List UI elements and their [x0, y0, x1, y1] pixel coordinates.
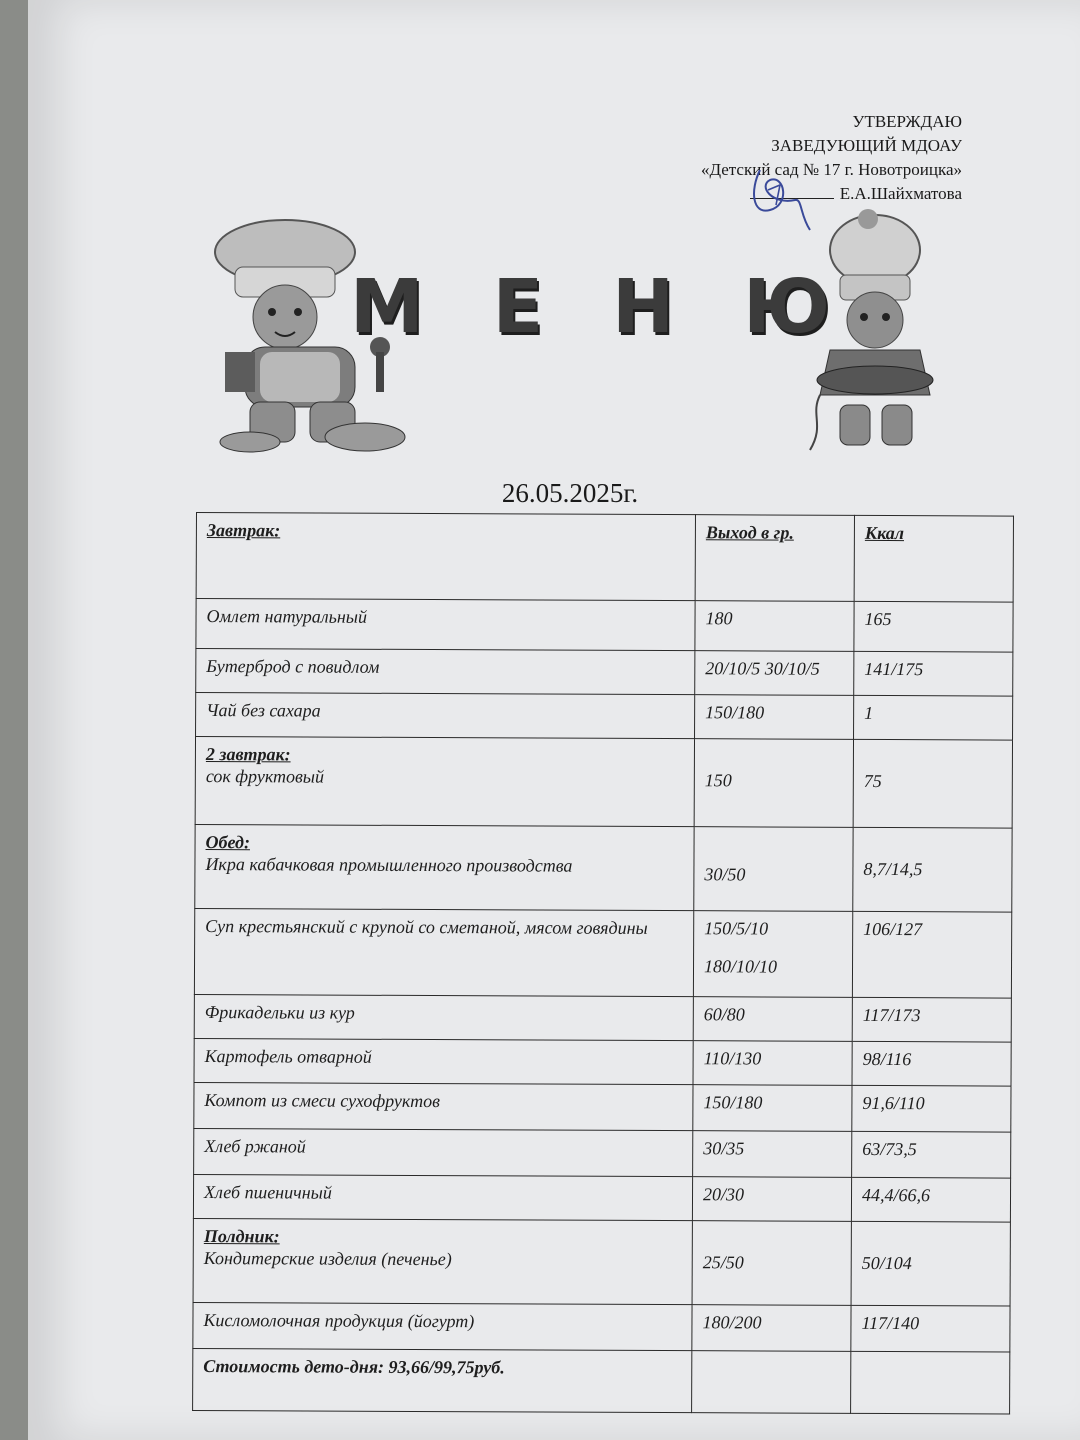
dish-weight: 150/180	[693, 1085, 852, 1132]
kcal-cell	[853, 827, 1012, 912]
dish-weight: 150/5/10	[704, 918, 769, 939]
approval-organization: «Детский сад № 17 г. Новотроицка»	[700, 160, 962, 179]
header-kcal	[854, 515, 1013, 602]
dish-name: Кондитерские изделия (печенье)	[203, 1248, 452, 1270]
dish-weight-alt: 180/10/10	[703, 956, 778, 977]
table-row	[194, 1128, 1011, 1178]
dish-weight: 25/50	[702, 1252, 744, 1273]
breakfast-heading: Завтрак:	[206, 520, 281, 541]
approval-position: ЗАВЕДУЮЩИЙ МДОАУ	[771, 136, 962, 155]
table-row	[196, 649, 1013, 697]
dish-weight: 20/10/5 30/10/5	[695, 651, 854, 696]
dish-name: Хлеб ржаной	[194, 1128, 693, 1176]
section-cell	[195, 824, 694, 910]
title-letter: Ю	[743, 264, 830, 350]
menu-table	[192, 512, 1014, 1415]
dish-weight: 180	[695, 601, 854, 652]
kcal-cell	[853, 739, 1012, 828]
dish-kcal: 117/140	[851, 1305, 1010, 1352]
menu-title	[350, 262, 830, 352]
dish-kcal: 8,7/14,5	[863, 858, 923, 880]
dish-kcal: 165	[854, 601, 1013, 652]
dish-kcal: 98/116	[852, 1041, 1011, 1086]
approval-signer: Е.А.Шайхматова	[839, 184, 962, 203]
dish-name: Икра кабачковая промышленного производства	[205, 854, 573, 876]
table-row	[194, 908, 1011, 998]
table-row-cost	[193, 1348, 1010, 1414]
dish-weight: 60/80	[693, 997, 852, 1042]
dish-weight: 150	[704, 770, 732, 791]
dish-name: Бутерброд с повидлом	[196, 649, 695, 695]
lunch-heading: Обед:	[205, 832, 251, 853]
dish-weight: 30/50	[704, 864, 746, 885]
table-row	[194, 1082, 1011, 1132]
table-row	[196, 693, 1013, 741]
weight-cell	[692, 1221, 851, 1306]
dish-weight: 30/35	[693, 1131, 852, 1178]
dish-kcal: 91,6/110	[852, 1085, 1011, 1132]
weight-column-heading: Выход в гр.	[705, 522, 794, 543]
empty-cell	[692, 1351, 851, 1414]
dish-weight: 110/130	[693, 1041, 852, 1086]
table-row	[196, 599, 1013, 653]
dish-weight: 150/180	[695, 695, 854, 740]
dish-name: Картофель отварной	[194, 1038, 693, 1084]
dish-name: Омлет натуральный	[196, 599, 695, 651]
dish-kcal: 44,4/66,6	[851, 1177, 1010, 1222]
table-row	[193, 1218, 1010, 1306]
dish-name: Компот из смеси сухофруктов	[194, 1082, 693, 1130]
section-cell	[195, 737, 694, 827]
dish-kcal: 63/73,5	[852, 1131, 1011, 1178]
dish-kcal: 75	[863, 770, 882, 791]
daily-cost: Стоимость дето-дня: 93,66/99,75руб.	[193, 1348, 692, 1412]
weight-cell	[694, 739, 853, 828]
dish-weight: 180/200	[692, 1305, 851, 1352]
weight-cell	[693, 911, 852, 998]
dish-name: Фрикадельки из кур	[194, 994, 693, 1040]
table-row	[195, 824, 1012, 912]
dish-name: Суп крестьянский с крупой со сметаной, мясом говядины	[194, 908, 693, 996]
weight-cell	[694, 827, 853, 912]
dish-name: Чай без сахара	[196, 693, 695, 739]
table-row	[193, 1302, 1010, 1352]
table-row	[194, 1038, 1011, 1086]
table-row	[195, 737, 1012, 829]
dish-kcal: 106/127	[852, 911, 1011, 998]
dish-weight: 20/30	[692, 1177, 851, 1222]
dish-kcal: 50/104	[861, 1252, 912, 1274]
table-header-row	[196, 513, 1013, 603]
title-letter: Е	[492, 264, 544, 350]
dish-name: Хлеб пшеничный	[193, 1174, 692, 1220]
dish-kcal: 1	[854, 695, 1013, 740]
kcal-column-heading: Ккал	[864, 522, 905, 544]
title-letter: М	[350, 264, 424, 350]
header-meal	[196, 513, 695, 601]
table-row	[193, 1174, 1010, 1222]
chef-girl-illustration	[800, 205, 950, 465]
menu-date: 26.05.2025г.	[501, 478, 639, 508]
dish-name: Кисломолочная продукция (йогурт)	[193, 1302, 692, 1350]
section-cell	[193, 1218, 692, 1304]
title-letter: Н	[612, 264, 675, 350]
afternoon-snack-heading: Полдник:	[203, 1226, 280, 1247]
dish-kcal: 141/175	[854, 651, 1013, 696]
empty-cell	[851, 1351, 1010, 1414]
table-row	[194, 994, 1011, 1042]
dish-name: сок фруктовый	[205, 766, 325, 787]
kcal-cell	[851, 1221, 1010, 1306]
approval-heading: УТВЕРЖДАЮ	[852, 112, 962, 131]
dish-kcal: 117/173	[852, 997, 1011, 1042]
header-weight	[695, 515, 854, 602]
second-breakfast-heading: 2 завтрак:	[205, 744, 291, 765]
